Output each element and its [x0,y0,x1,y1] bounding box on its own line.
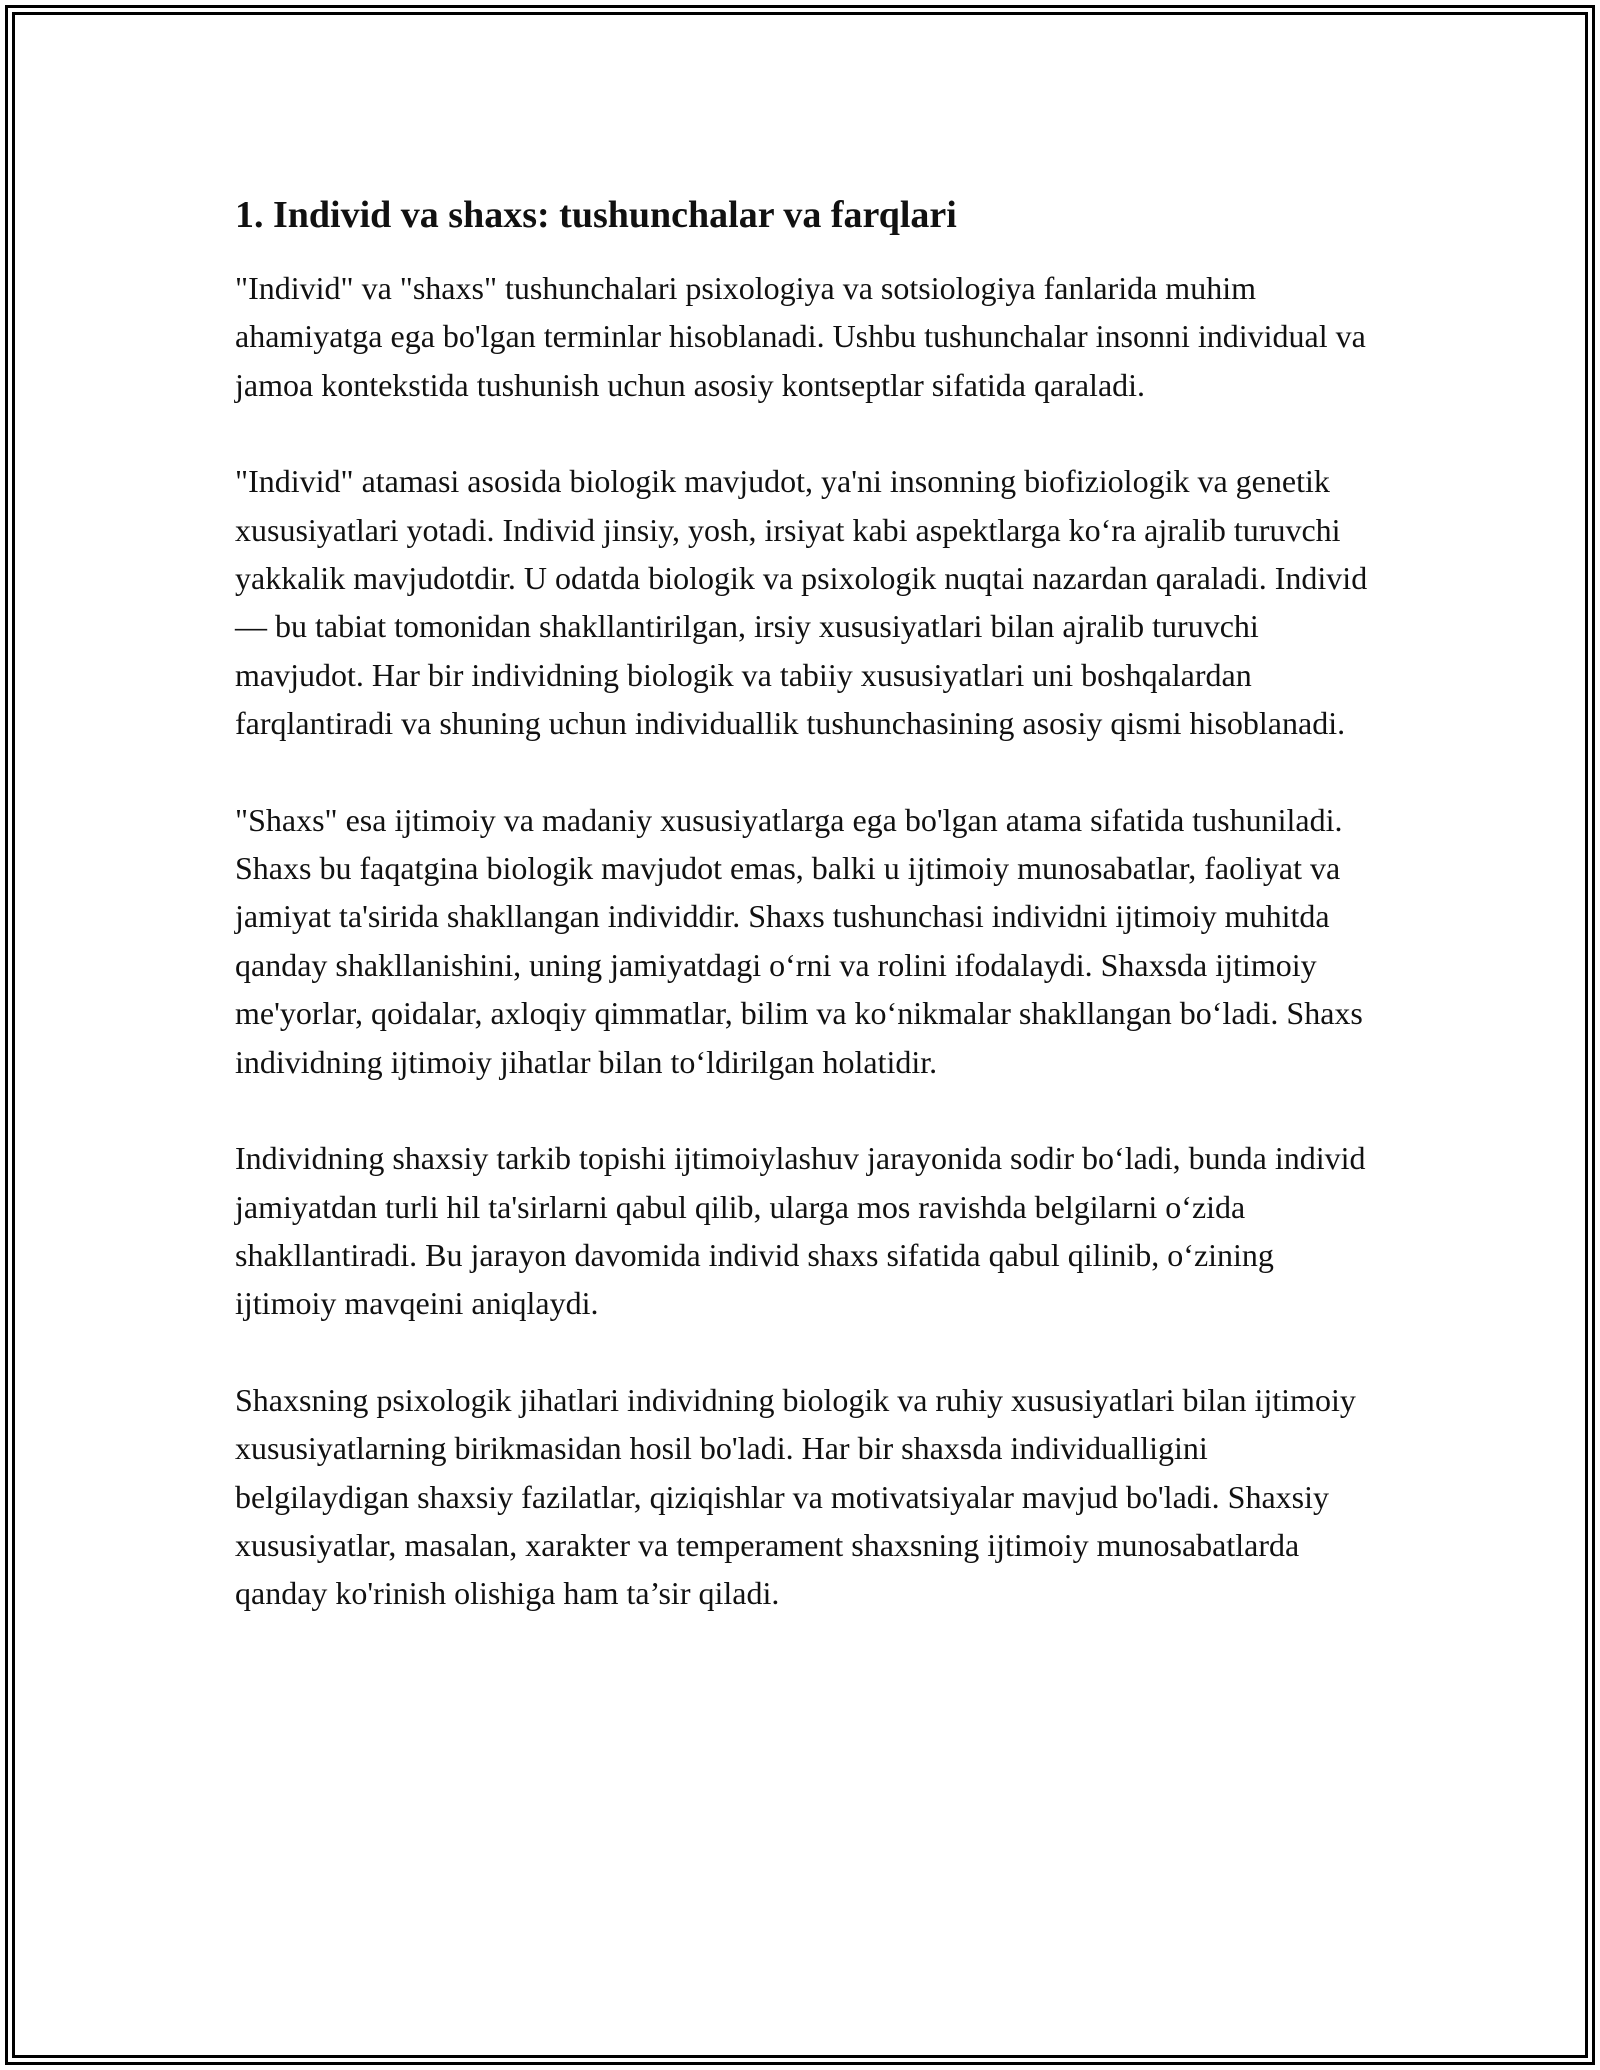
paragraph: Shaxsning psixologik jihatlari individning biologik va ruhiy xususiyatlari bilan ijtimoiy xususiyatlarning birikmasidan hosil bo'ladi. Har bir shaxsda individualligini belgilaydigan shaxsiy fazilatlar, qiziqishlar va motivatsiyalar mavjud bo'ladi. Shaxsiy xususiyatlar, masalan, xarakter va temperament shaxsning ijtimoiy munosabatlarda qanday ko'rinish olishiga ham ta’sir qiladi. [235,1381,1356,1612]
document-body [235,190,1375,1618]
document-title: 1. Individ va shaxs: tushunchalar va farqlari [235,194,957,236]
paragraph: "Individ" va "shaxs" tushunchalari psixologiya va sotsiologiya fanlarida muhim ahamiyatga ega bo'lgan terminlar hisoblanadi. Ushbu tushunchalar insonni individual va jamoa kontekstida tushunish uchun asosiy kontseptlar sifatida qaraladi. [235,270,1366,403]
paragraph: Individning shaxsiy tarkib topishi ijtimoiylashuv jarayonida sodir bo‘ladi, bunda individ jamiyatdan turli hil ta'sirlarni qabul qilib, ularga mos ravishda belgilarni o‘zida shakllantiradi. Bu jarayon davomida individ shaxs sifatida qabul qilinib, o‘zining ijtimoiy mavqeini aniqlaydi. [235,1140,1366,1322]
paragraph: "Shaxs" esa ijtimoiy va madaniy xususiyatlarga ega bo'lgan atama sifatida tushuniladi. Shaxs bu faqatgina biologik mavjudot emas, balki u ijtimoiy munosabatlar, faoliyat va jamiyat ta'sirida shakllangan individdir. Shaxs tushunchasi individni ijtimoiy muhitda qanday shakllanishini, uning jamiyatdagi o‘rni va rolini ifodalaydi. Shaxsda ijtimoiy me'yorlar, qoidalar, axloqiy qimmatlar, bilim va ko‘nikmalar shakllangan bo‘ladi. Shaxs individning ijtimoiy jihatlar bilan to‘ldirilgan holatidir. [235,801,1363,1080]
paragraph: "Individ" atamasi asosida biologik mavjudot, ya'ni insonning biofiziologik va genetik xususiyatlari yotadi. Individ jinsiy, yosh, irsiyat kabi aspektlarga ko‘ra ajralib turuvchi yakkalik mavjudotdir. U odatda biologik va psixologik nuqtai nazardan qaraladi. Individ — bu tabiat tomonidan shakllantirilgan, irsiy xususiyatlari bilan ajralib turuvchi mavjudot. Har bir individning biologik va tabiiy xususiyatlari uni boshqalardan farqlantiradi va shuning uchun individuallik tushunchasining asosiy qismi hisoblanadi. [235,463,1368,742]
